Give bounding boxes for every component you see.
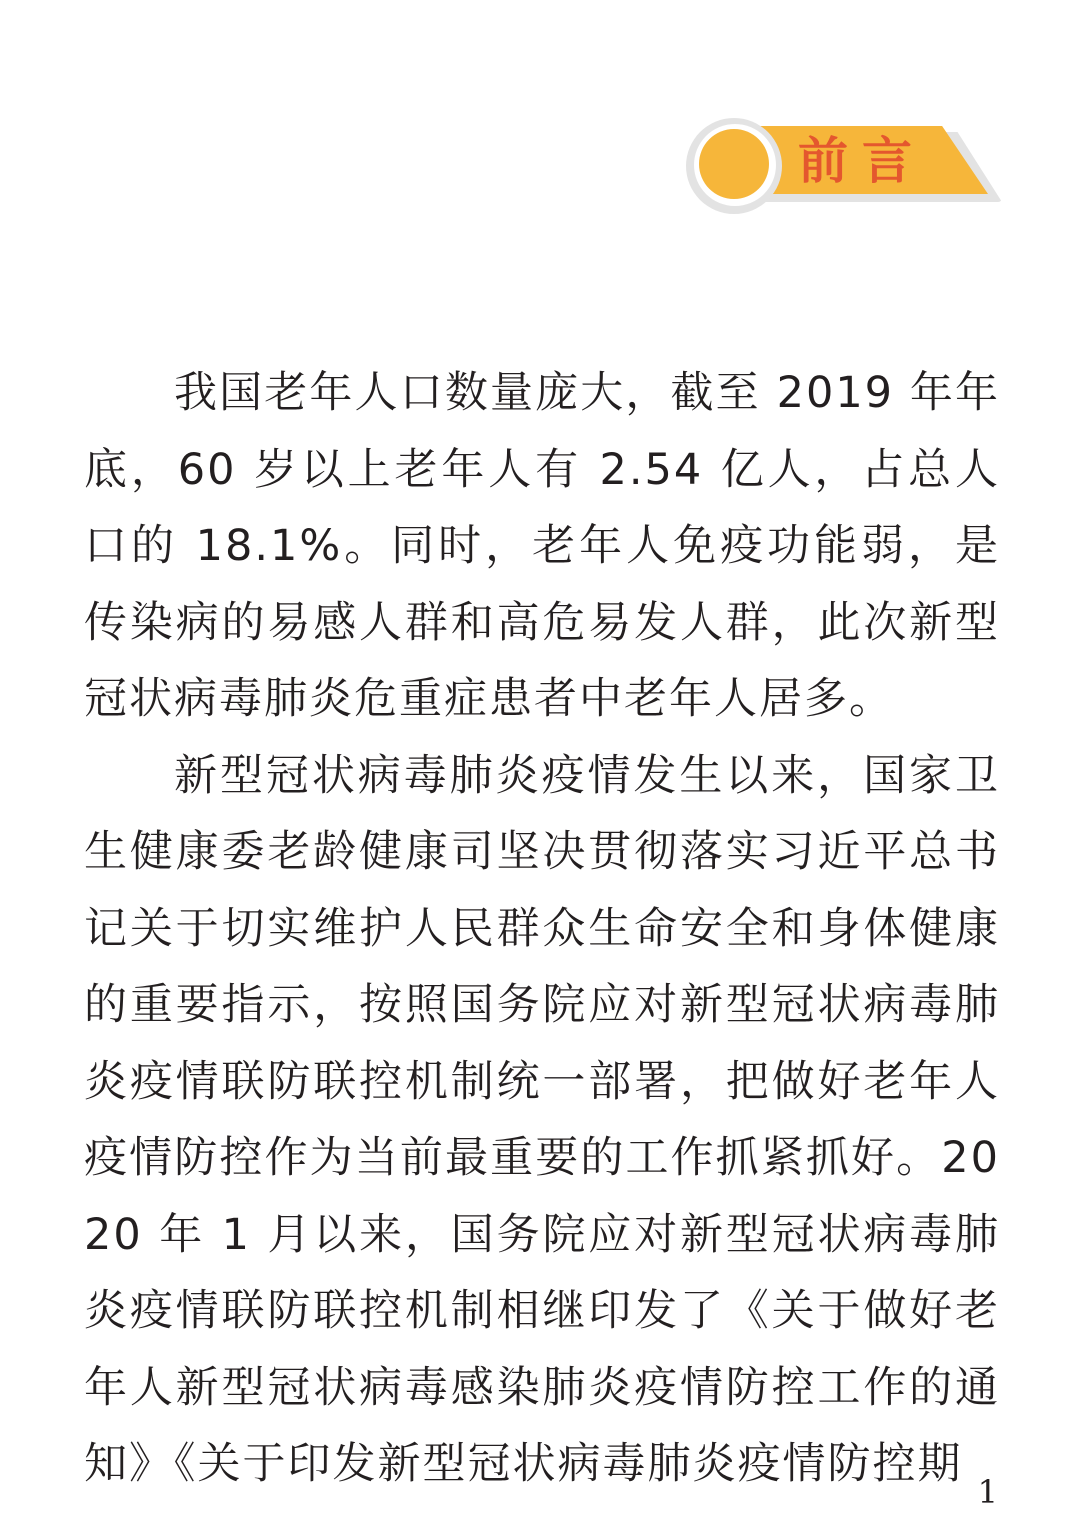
- paragraph: 新型冠状病毒肺炎疫情发生以来，国家卫生健康委老龄健康司坚决贯彻落实习近平总书记关于切实维护人民群众生命安全和身体健康的重要指示，按照国务院应对新型冠状病毒肺炎疫情联防联控机制统一部署，把做好老年人疫情防控作为当前最重要的工作抓紧抓好。2020 年 1 月以来，国务院应对新型冠状病毒肺炎疫情联防联控机制相继印发了《关于做好老年人新型冠状病毒感染肺炎疫情防控工作的通知》《关于印发新型冠状病毒肺炎疫情防控期: [84, 750, 1000, 1489]
- paragraph: 我国老年人口数量庞大，截至 2019 年年底，60 岁以上老年人有 2.54 亿人，占总人口的 18.1%。同时，老年人免疫功能弱，是传染病的易感人群和高危易发人群，此次新型冠状病毒肺炎危重症患者中老年人居多。: [84, 368, 1000, 724]
- circle-dot-icon: [699, 129, 769, 199]
- section-title: 前言: [798, 132, 926, 190]
- page-number: 1: [977, 1473, 998, 1511]
- section-header-badge: [686, 118, 1006, 218]
- body-text: [84, 355, 1000, 1503]
